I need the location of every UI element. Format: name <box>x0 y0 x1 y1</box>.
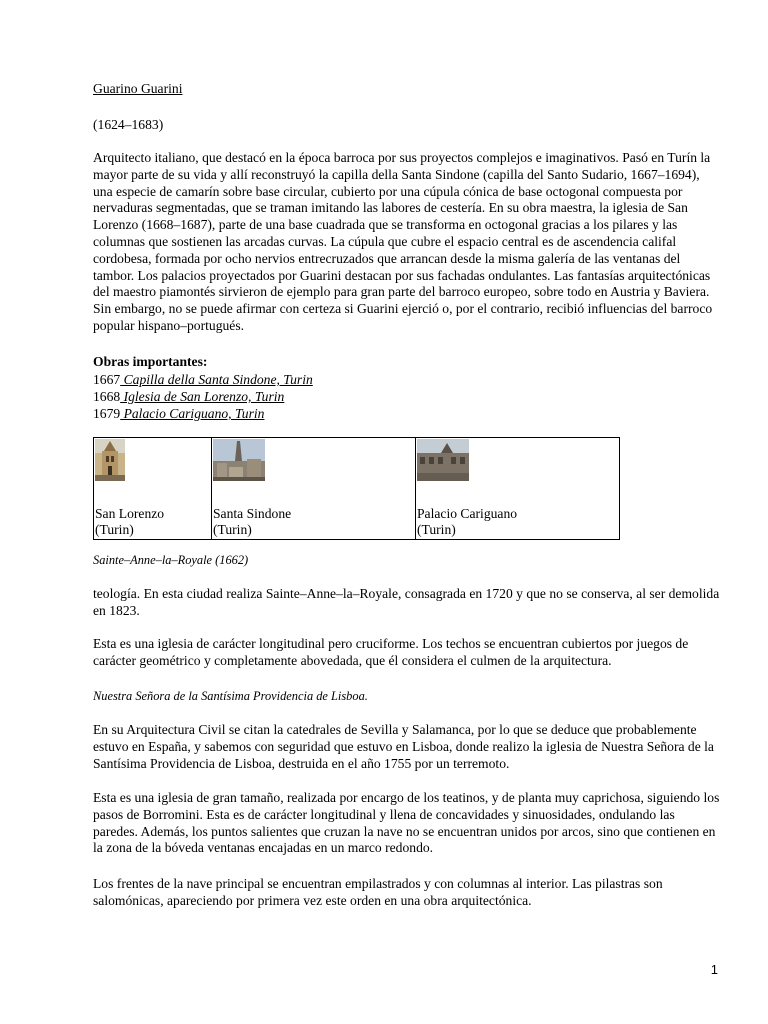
document-page <box>93 80 723 908</box>
biography-paragraph: Arquitecto italiano, que destacó en la época barroca por sus proyectos complejos e imaginativos. Pasó en Turín la mayor parte de su vida y allí reconstruyó la capilla della Santa Sindone (capilla del Santo Sudario, 1667–1694), una especie de camarín sobre base circular, cubierto por una cúpula cónica de base octogonal compuesta por nervaduras segmentadas, que se traman imitando las labores de cestería. En su obra maestra, la iglesia de San Lorenzo (1668–1687), parte de una base cuadrada que se transforma en octogonal gracias a los pilares y las columnas que sostienen las arcadas curvas. La cúpula que cubre el espacio central es de ascendencia califal cordobesa, formada por ocho nervios entrecruzados que arrancan desde la misma galería de las ventanas del tambor. Los palacios proyectados por Guarini destacan por sus fachadas ondulantes. Las fantasías arquitectónicas del maestro piamontés sirvieron de ejemplo para gran parte del barroco europeo, sobre todo en Austria y Baviera. Sin embargo, no se puede afirmar con certeza si Guarini ejerció o, por el contrario, recibió influencias del barroco popular hispano–portugués. <box>93 150 713 333</box>
works-heading: Obras importantes: <box>93 354 208 369</box>
works-gallery-table <box>93 437 620 540</box>
section-subheading: Nuestra Señora de la Santísima Providencia de Lisboa. <box>93 689 368 703</box>
work-item <box>93 405 313 422</box>
gallery-city: (Turin) <box>417 522 456 537</box>
gallery-city: (Turin) <box>95 522 134 537</box>
gallery-caption: Santa Sindone <box>213 506 292 521</box>
doc-title: Guarino Guarini <box>93 81 183 96</box>
body-paragraph: Los frentes de la nave principal se encuentran empilastrados y con columnas al interior. Las pilastras son salomónicas, apareciendo por primera vez este orden en una obra arquitectónica. <box>93 876 663 908</box>
city-photo-icon[interactable] <box>213 439 415 485</box>
body-paragraph: teología. En esta ciudad realiza Sainte–Anne–la–Royale, consagrada en 1720 y que no se conserva, al ser demolida en 1823. <box>93 586 720 618</box>
work-link[interactable]: Iglesia de San Lorenzo, Turin <box>120 389 285 404</box>
body-paragraph: Esta es una iglesia de gran tamaño, realizada por encargo de los teatinos, y de planta muy caprichosa, siguiendo los pasos de Borromini. Esta es de carácter longitudinal y llena de concavidades y sinuosidades, ondulando las paredes. Además, los puntos salientes que cruzan la nave no se encuentran unidos por arcos, sino que contienen en la zona de la bóveda ventanas encajadas en un marco redondo. <box>93 790 720 856</box>
page-number: 1 <box>710 962 718 977</box>
life-dates: (1624–1683) <box>93 117 164 132</box>
work-item <box>93 371 313 388</box>
works-list <box>93 371 313 422</box>
gallery-cell-santa-sindone <box>212 438 416 540</box>
gallery-caption: Palacio Cariguano <box>417 506 518 521</box>
work-year: 1667 <box>93 372 121 387</box>
work-link[interactable]: Palacio Cariguano, Turin <box>120 406 265 421</box>
work-year: 1668 <box>93 389 121 404</box>
body-paragraph: Esta es una iglesia de carácter longitudinal pero cruciforme. Los techos se encuentran cubiertos por juegos de carácter geométrico y completamente abovedada, que él considera el culmen de la arquitectura. <box>93 636 689 668</box>
gallery-cell-palacio-cariguano <box>416 438 620 540</box>
work-item <box>93 388 313 405</box>
gallery-cell-san-lorenzo <box>94 438 212 540</box>
section-subheading: Sainte–Anne–la–Royale (1662) <box>93 553 249 567</box>
work-year: 1679 <box>93 406 121 421</box>
work-link[interactable]: Capilla della Santa Sindone, Turin <box>120 372 313 387</box>
body-paragraph: En su Arquitectura Civil se citan la catedrales de Sevilla y Salamanca, por lo que se deduce que probablemente estuvo en España, y sabemos con seguridad que estuvo en Lisboa, donde realizo la iglesia de Nuestra Señora de la Santísima Providencia de Lisboa, destruida en el año 1755 por un terremoto. <box>93 722 714 771</box>
gallery-caption: San Lorenzo <box>95 506 165 521</box>
palace-photo-icon[interactable] <box>417 439 619 485</box>
church-photo-icon[interactable] <box>95 439 211 485</box>
gallery-city: (Turin) <box>213 522 252 537</box>
